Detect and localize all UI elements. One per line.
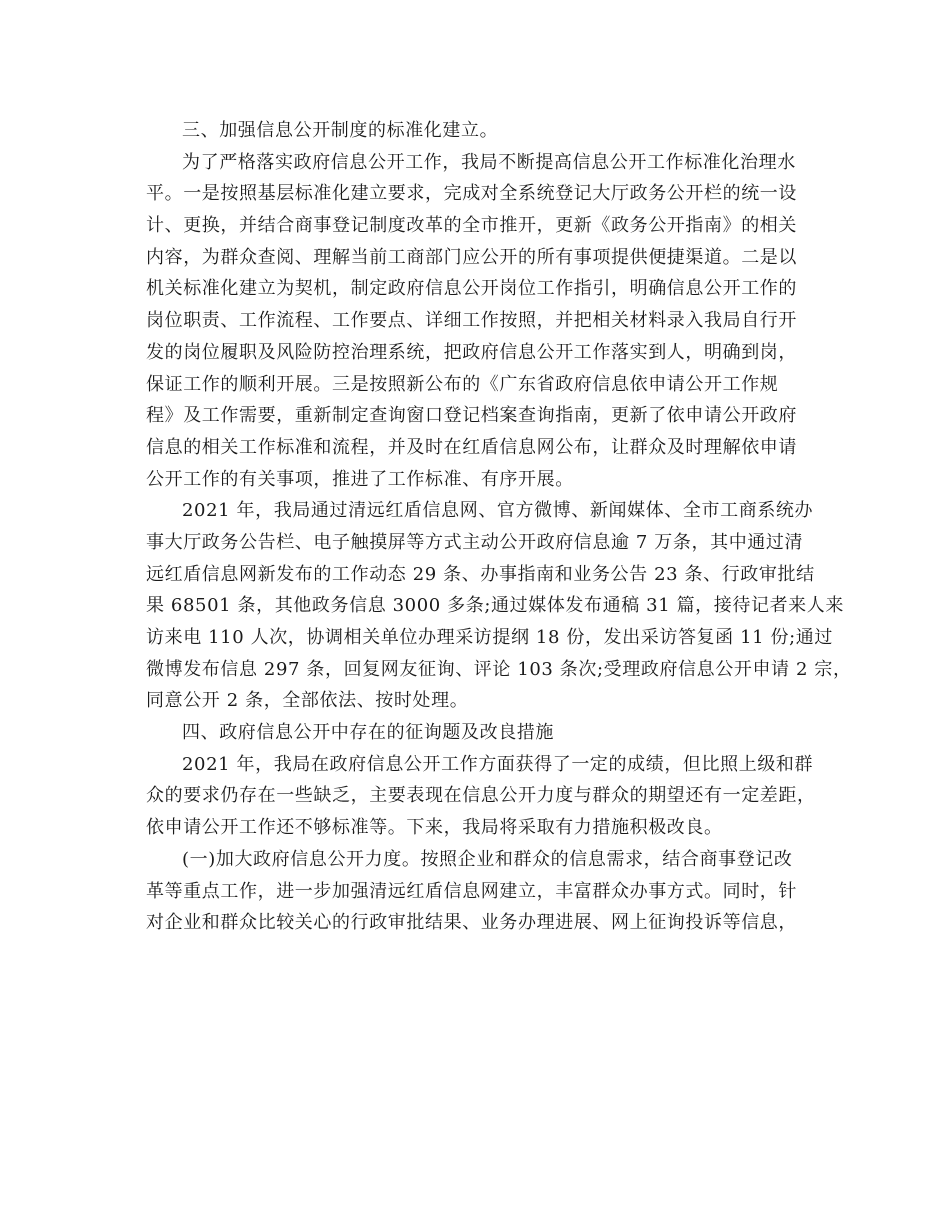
text-line: 内容，为群众查阅、理解当前工商部门应公开的所有事项提供便捷渠道。二是以 — [146, 246, 797, 268]
text-line: 三、加强信息公开制度的标准化建立。 — [182, 120, 499, 141]
text-line: 四、政府信息公开中存在的征询题及改良措施 — [182, 722, 554, 744]
text-line: 微博发布信息 297 条，回复网友征询、评论 103 条次;受理政府信息公开申请 2 宗， — [146, 658, 852, 680]
section-heading-3 — [146, 115, 810, 147]
paragraph-statistics-2021 — [146, 495, 852, 717]
text-line: 发的岗位履职及风险防控治理系统，把政府信息公开工作落实到人，明确到岗， — [146, 341, 797, 363]
text-line: 远红盾信息网新发布的工作动态 29 条、办事指南和业务公告 23 条、行政审批结 — [146, 563, 815, 585]
text-line: 果 68501 条，其他政务信息 3000 多条;通过媒体发布通稿 31 篇，接待记者来人来 — [146, 595, 844, 617]
text-line: 2021 年，我局通过清远红盾信息网、官方微博、新闻媒体、全市工商系统办 — [182, 500, 814, 522]
text-line: 计、更换，并结合商事登记制度改革的全市推开，更新《政务公开指南》的相关 — [146, 215, 797, 237]
paragraph-shortcomings — [146, 749, 816, 844]
text-line: 2021 年，我局在政府信息公开工作方面获得了一定的成绩，但比照上级和群 — [182, 753, 814, 775]
text-line: 同意公开 2 条，全部依法、按时处理。 — [146, 690, 469, 712]
paragraph-standardization — [146, 147, 810, 496]
text-line: (一)加大政府信息公开力度。按照企业和群众的信息需求，结合商事登记改 — [182, 848, 793, 870]
text-line: 为了严格落实政府信息公开工作，我局不断提高信息公开工作标准化治理水 — [182, 151, 796, 173]
text-line: 众的要求仍存在一些缺乏，主要表现在信息公开力度与群众的期望还有一定差距， — [146, 785, 816, 807]
text-line: 依申请公开工作还不够标准等。下来，我局将采取有力措施积极改良。 — [146, 817, 723, 839]
section-heading-4 — [146, 717, 810, 749]
text-line: 程》及工作需要，重新制定查询窗口登记档案查询指南，更新了依申请公开政府 — [146, 405, 797, 427]
paragraph-improvement-1 — [146, 844, 810, 939]
text-line: 革等重点工作，进一步加强清远红盾信息网建立，丰富群众办事方式。同时，针 — [146, 880, 797, 902]
text-line: 平。一是按照基层标准化建立要求，完成对全系统登记大厅政务公开栏的统一设 — [146, 183, 797, 205]
text-line: 访来电 110 人次，协调相关单位办理采访提纲 18 份，发出采访答复函 11 份;通过 — [146, 627, 833, 648]
text-line: 保证工作的顺利开展。三是按照新公布的《广东省政府信息依申请公开工作规 — [146, 373, 779, 395]
text-line: 岗位职责、工作流程、工作要点、详细工作按照，并把相关材料录入我局自行开 — [146, 310, 797, 332]
document-body — [146, 115, 852, 939]
text-line: 对企业和群众比较关心的行政审批结果、业务办理进展、网上征询投诉等信息， — [146, 912, 797, 934]
text-line: 公开工作的有关事项，推进了工作标准、有序开展。 — [146, 468, 574, 490]
text-line: 机关标准化建立为契机，制定政府信息公开岗位工作指引，明确信息公开工作的 — [146, 278, 797, 300]
text-line: 事大厅政务公告栏、电子触摸屏等方式主动公开政府信息逾 7 万条，其中通过清 — [146, 531, 804, 553]
text-line: 信息的相关工作标准和流程，并及时在红盾信息网公布，让群众及时理解依申请 — [146, 436, 797, 458]
